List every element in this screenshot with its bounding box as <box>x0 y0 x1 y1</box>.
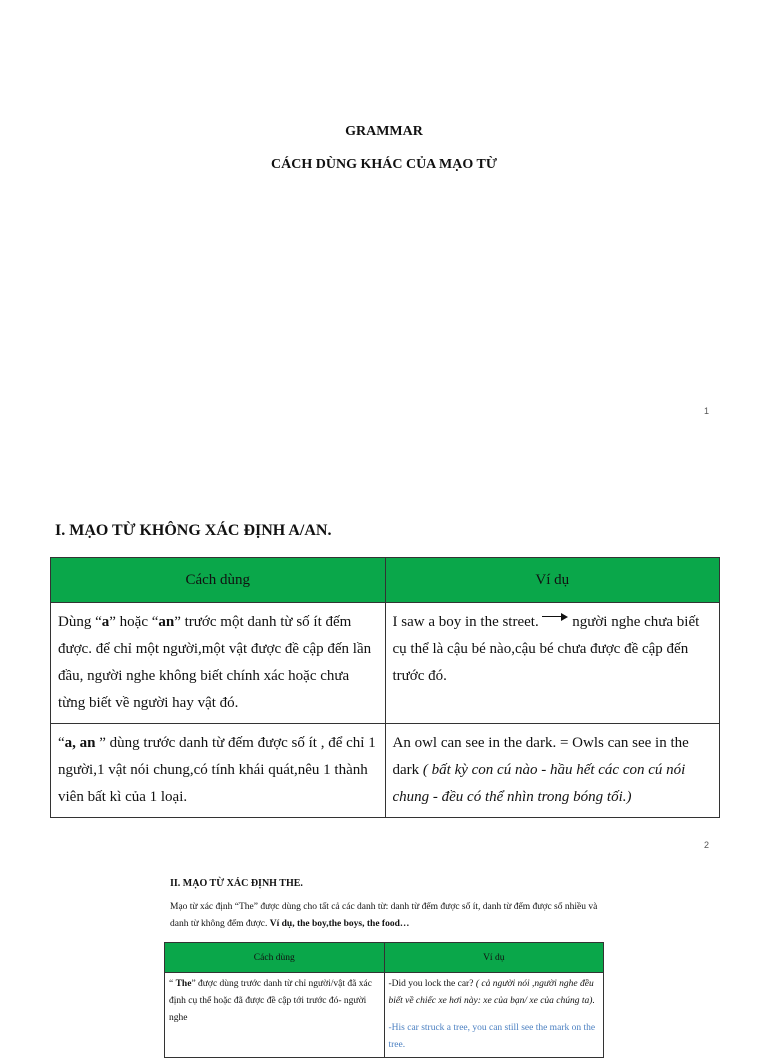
table-row <box>51 724 720 818</box>
example-cell <box>385 724 720 818</box>
example-cell <box>384 973 604 1058</box>
table-row <box>51 603 720 724</box>
section-heading: I. MẠO TỪ KHÔNG XÁC ĐỊNH A/AN. <box>55 522 332 539</box>
example-explanation: người nghe chưa biết cụ thể là cậu bé nào,cậu bé chưa được đề cập đến trước đó. <box>392 614 700 684</box>
text: Mạo từ xác định “The” được dùng cho tất cả các danh từ: danh từ đếm được số ít, danh từ đếm được số nhiều và danh từ không đếm được. <box>170 902 598 929</box>
example-sentence: I saw a boy in the street. <box>392 614 539 630</box>
usage-cell <box>51 724 386 818</box>
keyword: an <box>158 614 175 630</box>
arrow-right-icon <box>542 612 568 622</box>
the-article-table <box>164 942 604 1058</box>
keyword: The <box>175 979 192 989</box>
example-sentence: An owl can see in the dark. = Owls can see in the dark <box>392 735 689 778</box>
column-header: Ví dụ <box>385 558 720 603</box>
text: “ <box>58 735 65 751</box>
text: ” trước một danh từ số ít đếm được. để chỉ một người,một vật được đề cập đến lần đầu, người nghe không biết chính xác hoặc chưa từng biết về người hay vật đó. <box>58 614 372 711</box>
text: Dùng “ <box>58 614 102 630</box>
text: ” hoặc “ <box>109 614 159 630</box>
table-row <box>165 973 604 1058</box>
section-paragraph <box>170 899 610 933</box>
keyword: a <box>101 614 110 630</box>
example-cell <box>385 603 720 724</box>
column-header: Ví dụ <box>384 943 604 973</box>
table-header-row <box>51 558 720 603</box>
section-heading: II. MẠO TỪ XÁC ĐỊNH THE. <box>170 878 303 889</box>
text: ” dùng trước danh từ đếm được số ít , để chỉ 1 người,1 vật nói chung,có tính khái quát,nêu 1 thành viên bất kì của 1 loại. <box>58 735 376 805</box>
example-keywords: Ví dụ, the boy,the boys, the food… <box>269 919 410 929</box>
example-explanation: ( bất kỳ con cú nào - hầu hết các con cú nói chung - đều có thể nhìn trong bóng tối.) <box>392 762 686 805</box>
document-title: GRAMMAR <box>345 124 423 139</box>
text: “ <box>169 979 176 989</box>
keyword: a, an <box>64 735 96 751</box>
document-subtitle: CÁCH DÙNG KHÁC CỦA MẠO TỪ <box>271 157 497 172</box>
example-sentence: -Did you lock the car? <box>388 979 476 989</box>
usage-cell <box>165 973 385 1058</box>
text: ” được dùng trước danh từ chỉ người/vật đã xác định cụ thể hoặc đã được đề cập tới trước đó- người nghe <box>169 979 372 1023</box>
page-number: 1 <box>704 406 710 416</box>
column-header: Cách dùng <box>165 943 385 973</box>
example-sentence: -His car struck a tree, you can still see the mark on the tree. <box>388 1023 596 1050</box>
articles-table <box>50 557 720 818</box>
page-number: 2 <box>704 840 710 850</box>
example-explanation: ( cả người nói ,người nghe đều biết về chiếc xe hơi này: xe của bạn/ xe của chúng ta). <box>388 979 595 1006</box>
column-header: Cách dùng <box>51 558 386 603</box>
table-header-row <box>165 943 604 973</box>
usage-cell <box>51 603 386 724</box>
